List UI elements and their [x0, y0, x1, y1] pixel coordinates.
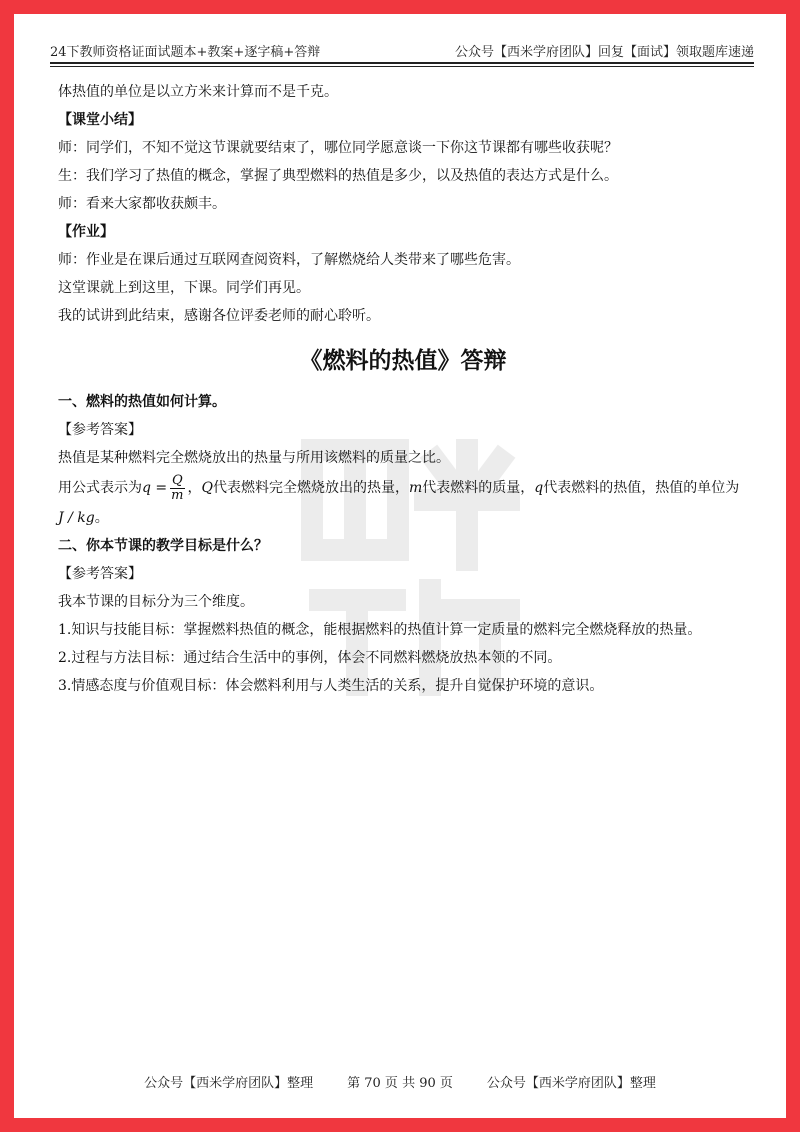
answer-line: 我本节课的目标分为三个维度。 — [58, 594, 254, 610]
question-2: 二、你本节课的教学目标是什么？ — [58, 538, 268, 554]
var-Q: Q — [201, 480, 213, 496]
unit: J / kg — [58, 510, 95, 526]
formula-lhs: q = — [142, 480, 168, 496]
summary-heading: 【课堂小结】 — [58, 112, 142, 128]
page-footer — [0, 1072, 800, 1091]
footer-right-text: 公众号【西米学府团队】整理 — [486, 1076, 656, 1091]
header-rule-thick — [50, 62, 754, 64]
summary-line: 师：看来大家都收获颇丰。 — [58, 196, 226, 212]
page-content — [58, 78, 748, 700]
formula-text-b: 代表燃料完全燃烧放出的热量， — [212, 480, 409, 496]
question-1: 一、燃料的热值如何计算。 — [58, 394, 226, 410]
page-header — [50, 38, 754, 60]
header-left-text: 24下教师资格证面试题本+教案+逐字稿+答辩 — [50, 45, 321, 60]
header-right-text: 公众号【西米学府团队】回复【面试】领取题库速递 — [454, 45, 754, 60]
unit-suffix: 。 — [94, 510, 109, 526]
formula-denominator: m — [171, 487, 184, 503]
defense-title: 《燃料的热值》答辩 — [299, 348, 507, 374]
goal-line: 3.情感态度与价值观目标：体会燃料利用与人类生活的关系，提升自觉保护环境的意识。 — [58, 678, 604, 694]
formula-numerator: Q — [171, 472, 183, 488]
lecture-line: 体热值的单位是以立方米来计算而不是千克。 — [58, 84, 338, 100]
unit-line — [58, 504, 748, 532]
answer-label: 【参考答案】 — [58, 566, 142, 582]
formula-prefix: 用公式表示为 — [58, 480, 142, 496]
formula-line — [58, 472, 748, 504]
goal-line: 2.过程与方法目标：通过结合生活中的事例，体会不同燃料燃烧放热本领的不同。 — [58, 650, 562, 666]
var-q: q — [534, 480, 544, 496]
summary-line: 生：我们学习了热值的概念，掌握了典型燃料的热值是多少，以及热值的表达方式是什么。 — [58, 168, 618, 184]
formula-fraction — [169, 474, 185, 503]
formula-comma: ， — [187, 480, 202, 496]
summary-line: 师：同学们，不知不觉这节课就要结束了，哪位同学愿意谈一下你这节课都有哪些收获呢？ — [58, 140, 618, 156]
footer-page-number: 第 70 页 共 90 页 — [347, 1076, 453, 1091]
answer-label: 【参考答案】 — [58, 422, 142, 438]
footer-left-text: 公众号【西米学府团队】整理 — [144, 1076, 314, 1091]
answer-line: 热值是某种燃料完全燃烧放出的热量与所用该燃料的质量之比。 — [58, 450, 450, 466]
header-rule-thin — [50, 66, 754, 67]
goal-line: 1.知识与技能目标：掌握燃料热值的概念，能根据燃料的热值计算一定质量的燃料完全燃烧释放的热量。 — [58, 622, 702, 638]
formula-text-d: 代表燃料的热值，热值的单位为 — [543, 480, 740, 496]
homework-heading: 【作业】 — [58, 224, 114, 240]
formula-text-c: 代表燃料的质量， — [422, 480, 535, 496]
homework-line: 师：作业是在课后通过互联网查阅资料，了解燃烧给人类带来了哪些危害。 — [58, 252, 520, 268]
homework-line: 我的试讲到此结束，感谢各位评委老师的耐心聆听。 — [58, 308, 380, 324]
homework-line: 这堂课就上到这里，下课。同学们再见。 — [58, 280, 310, 296]
var-m: m — [408, 480, 423, 496]
